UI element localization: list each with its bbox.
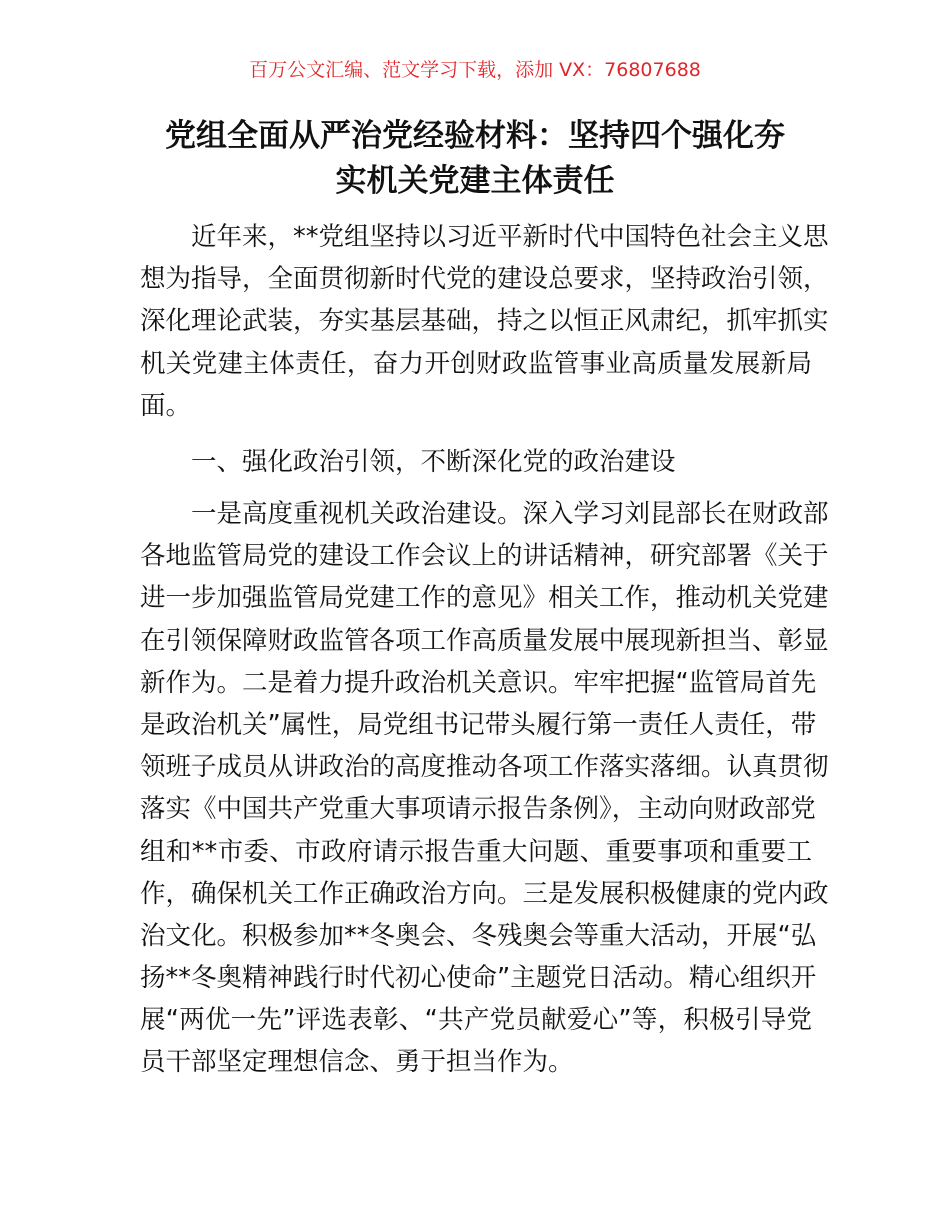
text-line: 一是高度重视机关政治建设。深入学习刘昆部长在财政部 [191,499,829,529]
text-line: 治文化。积极参加**冬奥会、冬残奥会等重大活动，开展“弘 [140,920,817,951]
text-line: 深化理论武装，夯实基层基础，持之以恒正风肃纪，抓牢抓实 [140,306,829,337]
text-line: 进一步加强监管局党建工作的意见》相关工作，推动机关党建 [140,583,829,614]
text-line: 展“两优一先”评选表彰、“共产党员献爱心”等，积极引导党 [140,1005,812,1036]
text-line: 作，确保机关工作正确政治方向。三是发展积极健康的党内政 [140,878,829,909]
watermark-header: 百万公文汇编、范文学习下载，添加 VX：76807688 [249,59,701,81]
title-line: 实机关党建主体责任 [335,163,615,199]
text-line: 领班子成员从讲政治的高度推动各项工作落实落细。认真贯彻 [140,752,829,783]
text-line: 想为指导，全面贯彻新时代党的建设总要求，坚持政治引领， [140,264,829,295]
section-paragraph [140,493,829,1084]
text-line: 近年来，**党组坚持以习近平新时代中国特色社会主义思 [191,222,829,252]
title-line: 党组全面从严治党经验材料：坚持四个强化夯 [165,118,785,154]
text-line: 新作为。二是着力提升政治机关意识。牢牢把握“监管局首先 [140,667,817,698]
text-line: 落实《中国共产党重大事项请示报告条例》，主动向财政部党 [140,794,816,825]
text-line: 面。 [140,390,192,421]
text-line: 员干部坚定理想信念、勇于担当作为。 [140,1047,574,1078]
text-line: 机关党建主体责任，奋力开创财政监管事业高质量发展新局 [140,348,812,379]
section-heading [140,441,812,483]
text-line: 各地监管局党的建设工作会议上的讲话精神，研究部署《关于 [140,541,829,572]
document-title [120,114,830,204]
intro-paragraph [140,216,829,427]
text-line: 组和**市委、市政府请示报告重大问题、重要事项和重要工 [140,836,812,867]
text-line: 一、强化政治引领，不断深化党的政治建设 [191,447,676,477]
text-line: 在引领保障财政监管各项工作高质量发展中展现新担当、彰显 [140,625,829,656]
text-line: 扬**冬奥精神践行时代初心使命”主题党日活动。精心组织开 [140,963,817,994]
text-line: 是政治机关”属性，局党组书记带头履行第一责任人责任，带 [140,709,817,740]
